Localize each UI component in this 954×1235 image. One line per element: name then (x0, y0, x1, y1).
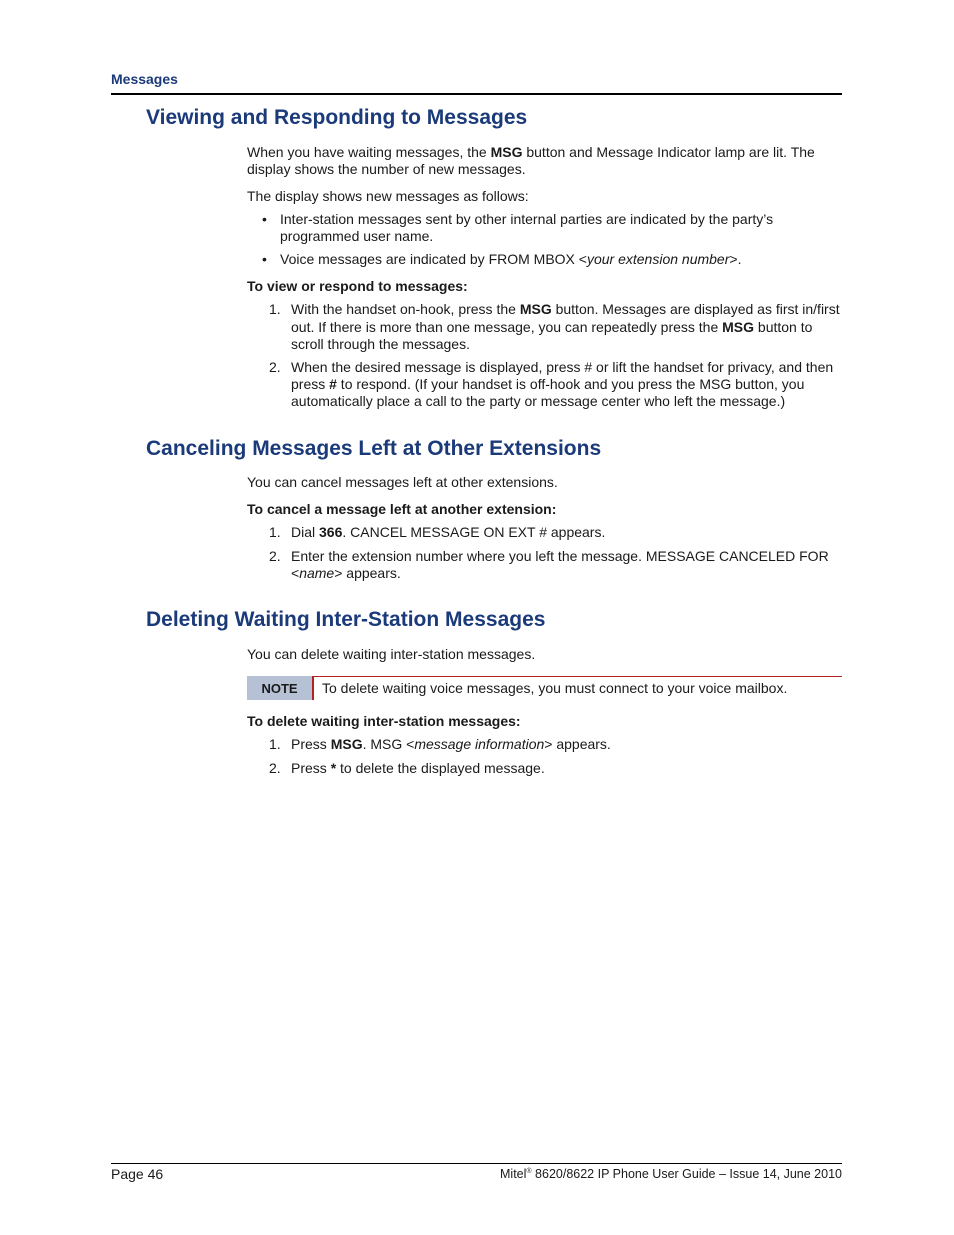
section1-intro-line2: display shows the number of new messages. (247, 161, 526, 177)
running-head: Messages (111, 71, 178, 87)
section-title-canceling: Canceling Messages Left at Other Extensions (146, 437, 602, 460)
footer-rule (111, 1163, 842, 1164)
section-title-viewing: Viewing and Responding to Messages (146, 106, 528, 129)
bullet1-line2: programmed user name. (280, 228, 434, 244)
note-label: NOTE (247, 676, 314, 700)
section2-intro: You can cancel messages left at other extensions. (247, 474, 558, 490)
note-text: To delete waiting voice messages, you must connect to your voice mailbox. (322, 680, 788, 696)
section3-intro: You can delete waiting inter-station messages. (247, 646, 536, 662)
header-rule (111, 93, 842, 95)
footer-guide-title: Mitel® 8620/8622 IP Phone User Guide – Issue 14, June 2010 (500, 1167, 842, 1181)
procedure-title-delete: To delete waiting inter-station messages: (247, 713, 521, 729)
view-step1-line1: With the handset on-hook, press the MSG button. Messages are displayed as first in/first (291, 301, 840, 317)
view-step2-line1: When the desired message is displayed, press # or lift the handset for privacy, and then (291, 359, 834, 375)
bullet-icon: • (262, 251, 267, 267)
bullet2: Voice messages are indicated by FROM MBOX <your extension number>. (280, 251, 742, 267)
section-title-deleting: Deleting Waiting Inter-Station Messages (146, 608, 546, 631)
view-step2-line2: press # to respond. (If your handset is off-hook and you press the MSG button, you (291, 376, 805, 392)
view-step2-line3: automatically place a call to the party or message center who left the message.) (291, 393, 786, 409)
bullet-icon: • (262, 211, 267, 227)
procedure-title-view: To view or respond to messages: (247, 278, 468, 294)
view-step1-line2: out. If there is more than one message, you can repeatedly press the MSG button to (291, 319, 813, 335)
step-number: 1. (269, 301, 281, 317)
view-step1-line3: scroll through the messages. (291, 336, 470, 352)
bullet1-line1: Inter-station messages sent by other internal parties are indicated by the party’s (280, 211, 774, 227)
section1-shows-as: The display shows new messages as follows: (247, 188, 529, 204)
section1-intro-line1: When you have waiting messages, the MSG button and Message Indicator lamp are lit. The (247, 144, 815, 160)
cancel-step2-line2: <name> appears. (291, 565, 401, 581)
cancel-step2-line1: Enter the extension number where you left the message. MESSAGE CANCELED FOR (291, 548, 829, 564)
step-number: 1. (269, 736, 281, 752)
step-number: 2. (269, 760, 281, 776)
step-number: 2. (269, 359, 281, 375)
note-rule (247, 676, 842, 677)
delete-step2: Press * to delete the displayed message. (291, 760, 545, 776)
procedure-title-cancel: To cancel a message left at another extension: (247, 501, 557, 517)
page-number: Page 46 (111, 1166, 164, 1182)
cancel-step1: Dial 366. CANCEL MESSAGE ON EXT # appears. (291, 524, 606, 540)
step-number: 1. (269, 524, 281, 540)
delete-step1: Press MSG. MSG <message information> appears. (291, 736, 611, 752)
step-number: 2. (269, 548, 281, 564)
